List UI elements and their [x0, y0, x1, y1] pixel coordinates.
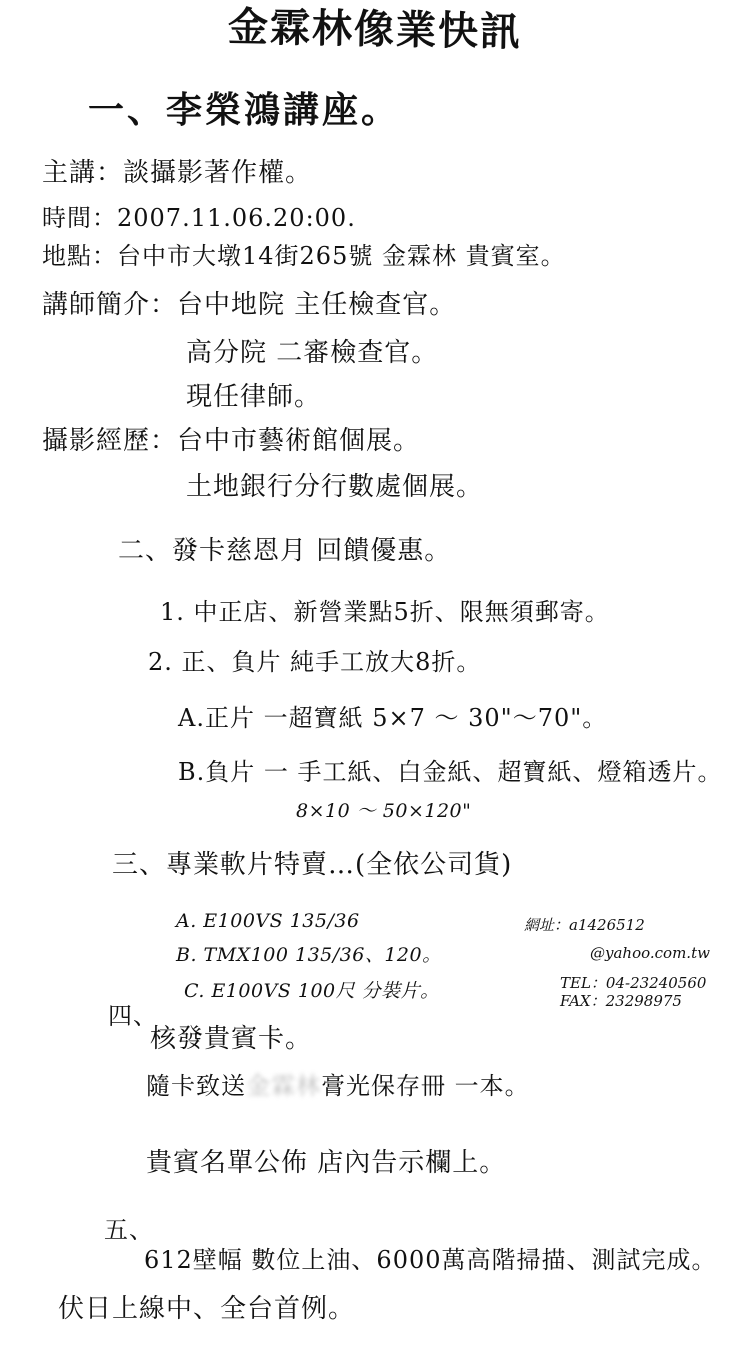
film-item-a: A. E100VS 135/36: [176, 910, 360, 932]
photo-experience-1: 攝影經歷：台中市藝術館個展。: [42, 426, 421, 456]
speaker-bio-2: 高分院 二審檢查官。: [186, 338, 439, 368]
contact-tel: TEL：04-23240560: [560, 974, 707, 992]
speaker-bio-3: 現任律師。: [186, 382, 322, 412]
section-3-heading: 三、專業軟片特賣…(全依公司貨): [112, 850, 513, 880]
vip-list-notice: 貴賓名單公佈 店內告示欄上。: [146, 1148, 507, 1178]
section-1-heading: 一、李榮鴻講座。: [88, 89, 401, 131]
speaker-bio-1: 講師簡介：台中地院 主任檢查官。: [42, 290, 457, 320]
promo-item-1: 1. 中正店、新營業點5折、限無須郵寄。: [160, 598, 610, 626]
contact-web-1: 網址：a1426512: [524, 916, 645, 934]
film-item-b: B. TMX100 135/36、120。: [176, 944, 442, 966]
section-5-number: 五、: [104, 1216, 154, 1244]
section-2-heading: 二、發卡慈恩月 回饋優惠。: [118, 536, 452, 566]
promo-item-2b-sizes: 8×10 ～ 50×120": [296, 800, 472, 822]
vip-gift-text-a: 隨卡致送: [146, 1072, 246, 1100]
section-4-heading: 核發貴賓卡。: [150, 1024, 313, 1054]
promo-item-2: 2. 正、負片 純手工放大8折。: [148, 648, 482, 676]
printing-service-line: 612壁幅 數位上油、6000萬高階掃描、測試完成。: [144, 1246, 717, 1274]
photo-experience-2: 土地銀行分行數處個展。: [186, 472, 484, 502]
lecture-time: 時間：2007.11.06.20:00.: [42, 204, 356, 232]
contact-web-2: @yahoo.com.tw: [590, 944, 710, 962]
vip-gift-line: [146, 1074, 530, 1098]
launch-notice: 伏日上線中、全台首例。: [58, 1294, 356, 1324]
lecture-place: 地點：台中市大墩14街265號 金霖林 貴賓室。: [42, 242, 566, 270]
contact-fax: FAX：23298975: [560, 992, 682, 1010]
vip-gift-text-b: 膏光保存冊 一本。: [321, 1072, 530, 1100]
flyer-title: 金霖林像業快訊: [227, 3, 523, 56]
lecture-topic: 主講：談攝影著作權。: [42, 158, 313, 188]
vip-gift-text-obscured: 金霖林: [246, 1072, 321, 1100]
promo-item-2a: A.正片 一超寶紙 5×7 ～ 30"～70"。: [178, 704, 608, 732]
section-4-number: 四、: [108, 1002, 158, 1030]
film-item-c: C. E100VS 100尺 分裝片。: [184, 980, 440, 1002]
promo-item-2b: B.負片 一 手工紙、白金紙、超寶紙、燈箱透片。: [178, 758, 723, 786]
